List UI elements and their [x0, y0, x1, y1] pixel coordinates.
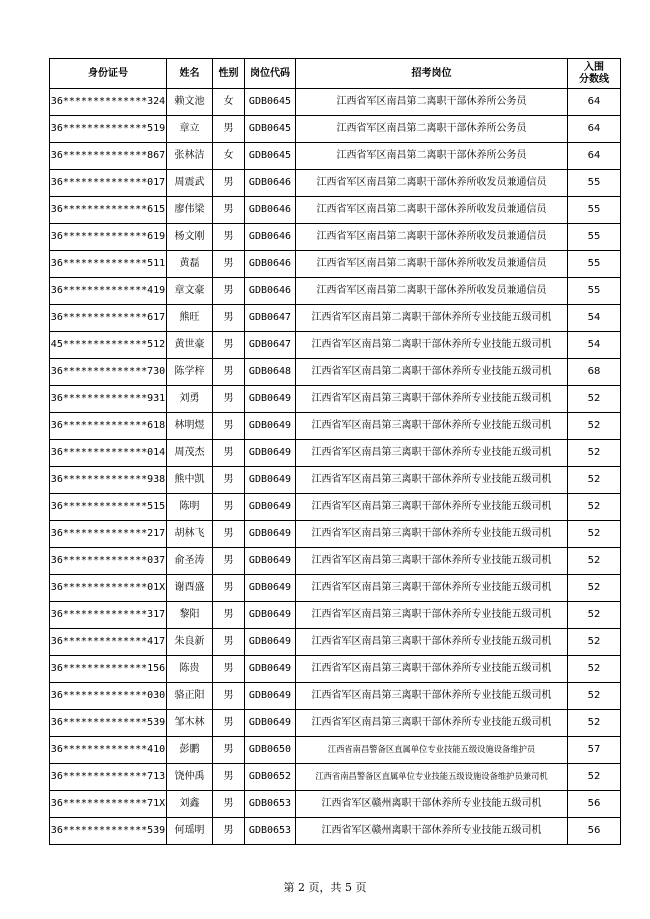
cell-gender: 男 — [213, 386, 245, 413]
cell-id: 36**************619 — [50, 224, 167, 251]
cell-code: GDB0648 — [245, 359, 296, 386]
cell-score: 55 — [568, 251, 621, 278]
cell-name: 邹木林 — [167, 710, 213, 737]
cell-id: 36**************417 — [50, 629, 167, 656]
cell-name: 熊中凯 — [167, 467, 213, 494]
cell-name: 张林洁 — [167, 143, 213, 170]
cell-position: 江西省军区南昌第三离职干部休养所专业技能五级司机 — [296, 575, 568, 602]
table-body — [50, 89, 621, 845]
cell-id: 36**************317 — [50, 602, 167, 629]
cell-gender: 男 — [213, 467, 245, 494]
header-code: 岗位代码 — [245, 59, 296, 89]
cell-name: 朱良新 — [167, 629, 213, 656]
cell-id: 36**************014 — [50, 440, 167, 467]
cell-name: 黎阳 — [167, 602, 213, 629]
cell-score: 64 — [568, 143, 621, 170]
cell-name: 林明煜 — [167, 413, 213, 440]
cell-gender: 男 — [213, 656, 245, 683]
cell-code: GDB0646 — [245, 224, 296, 251]
cell-gender: 男 — [213, 305, 245, 332]
cell-score: 52 — [568, 440, 621, 467]
cell-position: 江西省军区南昌第二离职干部休养所专业技能五级司机 — [296, 332, 568, 359]
cell-gender: 男 — [213, 116, 245, 143]
cell-id: 36**************713 — [50, 764, 167, 791]
cell-name: 饶仲禹 — [167, 764, 213, 791]
cell-position: 江西省军区南昌第三离职干部休养所专业技能五级司机 — [296, 548, 568, 575]
cell-score: 55 — [568, 197, 621, 224]
table-row — [50, 521, 621, 548]
header-score-line1: 入围 — [584, 62, 604, 73]
table-header — [50, 59, 621, 89]
cell-gender: 男 — [213, 170, 245, 197]
cell-gender: 男 — [213, 602, 245, 629]
cell-position: 江西省军区南昌第二离职干部休养所专业技能五级司机 — [296, 305, 568, 332]
table-row — [50, 332, 621, 359]
cell-position: 江西省军区南昌第二离职干部休养所收发员兼通信员 — [296, 170, 568, 197]
cell-score: 55 — [568, 278, 621, 305]
cell-gender: 男 — [213, 818, 245, 845]
cell-gender: 男 — [213, 359, 245, 386]
cell-gender: 男 — [213, 629, 245, 656]
cell-name: 章文豪 — [167, 278, 213, 305]
cell-code: GDB0649 — [245, 494, 296, 521]
cell-id: 36**************938 — [50, 467, 167, 494]
cell-score: 52 — [568, 764, 621, 791]
cell-gender: 男 — [213, 683, 245, 710]
header-name: 姓名 — [167, 59, 213, 89]
cell-score: 52 — [568, 710, 621, 737]
table-row — [50, 467, 621, 494]
cell-code: GDB0649 — [245, 467, 296, 494]
cell-name: 何瑶明 — [167, 818, 213, 845]
table-row — [50, 683, 621, 710]
header-gender: 性别 — [213, 59, 245, 89]
cell-score: 55 — [568, 170, 621, 197]
cell-id: 36**************324 — [50, 89, 167, 116]
cell-gender: 男 — [213, 251, 245, 278]
cell-id: 36**************01X — [50, 575, 167, 602]
header-score — [568, 59, 621, 89]
cell-gender: 男 — [213, 278, 245, 305]
header-id: 身份证号 — [50, 59, 167, 89]
cell-name: 陈明 — [167, 494, 213, 521]
cell-score: 56 — [568, 791, 621, 818]
cell-name: 黄磊 — [167, 251, 213, 278]
cell-code: GDB0649 — [245, 683, 296, 710]
cell-code: GDB0649 — [245, 575, 296, 602]
cell-name: 廖伟梁 — [167, 197, 213, 224]
cell-score: 52 — [568, 521, 621, 548]
table-row — [50, 359, 621, 386]
cell-position: 江西省军区南昌第三离职干部休养所专业技能五级司机 — [296, 494, 568, 521]
cell-name: 黄世豪 — [167, 332, 213, 359]
table-row — [50, 305, 621, 332]
cell-id: 36**************931 — [50, 386, 167, 413]
cell-position: 江西省军区南昌第二离职干部休养所收发员兼通信员 — [296, 224, 568, 251]
cell-gender: 男 — [213, 332, 245, 359]
cell-gender: 男 — [213, 413, 245, 440]
cell-id: 36**************017 — [50, 170, 167, 197]
cell-gender: 男 — [213, 548, 245, 575]
cell-code: GDB0646 — [245, 278, 296, 305]
cell-position: 江西省军区南昌第三离职干部休养所专业技能五级司机 — [296, 656, 568, 683]
cell-score: 54 — [568, 305, 621, 332]
cell-code: GDB0649 — [245, 629, 296, 656]
cell-score: 64 — [568, 116, 621, 143]
cell-id: 36**************617 — [50, 305, 167, 332]
cell-id: 36**************515 — [50, 494, 167, 521]
cell-gender: 男 — [213, 440, 245, 467]
cell-name: 骆正阳 — [167, 683, 213, 710]
cell-position: 江西省军区南昌第三离职干部休养所专业技能五级司机 — [296, 467, 568, 494]
table-row — [50, 791, 621, 818]
cell-position: 江西省军区赣州离职干部休养所专业技能五级司机 — [296, 791, 568, 818]
cell-id: 36**************519 — [50, 116, 167, 143]
table-row — [50, 629, 621, 656]
table-row — [50, 575, 621, 602]
cell-score: 52 — [568, 656, 621, 683]
cell-gender: 男 — [213, 197, 245, 224]
cell-code: GDB0649 — [245, 521, 296, 548]
cell-score: 52 — [568, 548, 621, 575]
cell-position: 江西省军区南昌第二离职干部休养所公务员 — [296, 143, 568, 170]
cell-id: 36**************030 — [50, 683, 167, 710]
cell-score: 52 — [568, 683, 621, 710]
header-position: 招考岗位 — [296, 59, 568, 89]
cell-position: 江西省军区南昌第三离职干部休养所专业技能五级司机 — [296, 683, 568, 710]
table-row — [50, 116, 621, 143]
cell-score: 54 — [568, 332, 621, 359]
table-row — [50, 170, 621, 197]
cell-position: 江西省军区南昌第三离职干部休养所专业技能五级司机 — [296, 521, 568, 548]
cell-position: 江西省军区南昌第三离职干部休养所专业技能五级司机 — [296, 710, 568, 737]
table-row — [50, 710, 621, 737]
table-row — [50, 656, 621, 683]
cell-position: 江西省军区南昌第二离职干部休养所收发员兼通信员 — [296, 251, 568, 278]
cell-name: 杨文刚 — [167, 224, 213, 251]
cell-score: 52 — [568, 413, 621, 440]
cell-gender: 女 — [213, 89, 245, 116]
cell-name: 陈贵 — [167, 656, 213, 683]
cell-position: 江西省军区南昌第二离职干部休养所公务员 — [296, 116, 568, 143]
table-row — [50, 143, 621, 170]
cell-position: 江西省军区南昌第三离职干部休养所专业技能五级司机 — [296, 386, 568, 413]
cell-id: 36**************539 — [50, 818, 167, 845]
cell-position: 江西省军区南昌第二离职干部休养所专业技能五级司机 — [296, 359, 568, 386]
table-row — [50, 818, 621, 845]
cell-code: GDB0647 — [245, 305, 296, 332]
cell-name: 陈学梓 — [167, 359, 213, 386]
cell-id: 36**************511 — [50, 251, 167, 278]
cell-code: GDB0652 — [245, 764, 296, 791]
cell-id: 36**************217 — [50, 521, 167, 548]
cell-position: 江西省军区南昌第三离职干部休养所专业技能五级司机 — [296, 602, 568, 629]
cell-position: 江西省军区南昌第三离职干部休养所专业技能五级司机 — [296, 629, 568, 656]
cell-name: 熊旺 — [167, 305, 213, 332]
cell-code: GDB0646 — [245, 197, 296, 224]
cell-name: 刘鑫 — [167, 791, 213, 818]
cell-name: 周茂杰 — [167, 440, 213, 467]
cell-id: 36**************615 — [50, 197, 167, 224]
cell-score: 64 — [568, 89, 621, 116]
cell-gender: 女 — [213, 143, 245, 170]
cell-id: 36**************71X — [50, 791, 167, 818]
cell-code: GDB0653 — [245, 791, 296, 818]
cell-score: 52 — [568, 494, 621, 521]
table-row — [50, 251, 621, 278]
table-row — [50, 89, 621, 116]
cell-code: GDB0646 — [245, 170, 296, 197]
cell-name: 周震武 — [167, 170, 213, 197]
cell-code: GDB0649 — [245, 440, 296, 467]
cell-name: 胡林飞 — [167, 521, 213, 548]
table-row — [50, 548, 621, 575]
cell-id: 36**************037 — [50, 548, 167, 575]
cell-position: 江西省南昌警备区直属单位专业技能五级设施设备维护员兼司机 — [296, 764, 568, 791]
cell-id: 36**************618 — [50, 413, 167, 440]
page-number: 第 2 页，共 5 页 — [283, 881, 367, 894]
cell-id: 36**************419 — [50, 278, 167, 305]
cell-id: 36**************410 — [50, 737, 167, 764]
candidate-table — [49, 58, 621, 845]
cell-gender: 男 — [213, 224, 245, 251]
cell-id: 36**************730 — [50, 359, 167, 386]
table-row — [50, 440, 621, 467]
cell-gender: 男 — [213, 764, 245, 791]
cell-name: 谢酉盛 — [167, 575, 213, 602]
table-row — [50, 224, 621, 251]
cell-code: GDB0649 — [245, 386, 296, 413]
cell-code: GDB0645 — [245, 116, 296, 143]
cell-name: 赖文池 — [167, 89, 213, 116]
cell-code: GDB0649 — [245, 656, 296, 683]
table-row — [50, 197, 621, 224]
cell-code: GDB0645 — [245, 89, 296, 116]
cell-code: GDB0646 — [245, 251, 296, 278]
cell-code: GDB0649 — [245, 710, 296, 737]
table-row — [50, 602, 621, 629]
cell-gender: 男 — [213, 494, 245, 521]
table-row — [50, 386, 621, 413]
cell-score: 52 — [568, 602, 621, 629]
cell-position: 江西省军区南昌第二离职干部休养所收发员兼通信员 — [296, 197, 568, 224]
table-row — [50, 494, 621, 521]
cell-score: 52 — [568, 386, 621, 413]
cell-gender: 男 — [213, 737, 245, 764]
cell-code: GDB0647 — [245, 332, 296, 359]
cell-score: 52 — [568, 629, 621, 656]
cell-position: 江西省军区南昌第二离职干部休养所公务员 — [296, 89, 568, 116]
table-row — [50, 278, 621, 305]
cell-code: GDB0649 — [245, 413, 296, 440]
table-row — [50, 413, 621, 440]
cell-gender: 男 — [213, 521, 245, 548]
cell-gender: 男 — [213, 791, 245, 818]
cell-score: 57 — [568, 737, 621, 764]
cell-code: GDB0653 — [245, 818, 296, 845]
cell-position: 江西省军区南昌第三离职干部休养所专业技能五级司机 — [296, 440, 568, 467]
cell-position: 江西省军区南昌第三离职干部休养所专业技能五级司机 — [296, 413, 568, 440]
table-row — [50, 764, 621, 791]
cell-id: 36**************867 — [50, 143, 167, 170]
cell-name: 彭鹏 — [167, 737, 213, 764]
header-row — [50, 59, 621, 89]
cell-code: GDB0645 — [245, 143, 296, 170]
cell-id: 36**************539 — [50, 710, 167, 737]
cell-position: 江西省南昌警备区直属单位专业技能五级设施设备维护员 — [296, 737, 568, 764]
cell-score: 68 — [568, 359, 621, 386]
header-score-line2: 分数线 — [579, 73, 609, 85]
cell-score: 56 — [568, 818, 621, 845]
cell-name: 俞圣涛 — [167, 548, 213, 575]
cell-id: 45**************512 — [50, 332, 167, 359]
cell-gender: 男 — [213, 575, 245, 602]
cell-position: 江西省军区南昌第二离职干部休养所收发员兼通信员 — [296, 278, 568, 305]
cell-position: 江西省军区赣州离职干部休养所专业技能五级司机 — [296, 818, 568, 845]
table-row — [50, 737, 621, 764]
cell-score: 55 — [568, 224, 621, 251]
cell-code: GDB0649 — [245, 602, 296, 629]
cell-score: 52 — [568, 467, 621, 494]
cell-gender: 男 — [213, 710, 245, 737]
cell-code: GDB0649 — [245, 548, 296, 575]
cell-code: GDB0650 — [245, 737, 296, 764]
cell-name: 刘勇 — [167, 386, 213, 413]
cell-score: 52 — [568, 575, 621, 602]
cell-name: 章立 — [167, 116, 213, 143]
cell-id: 36**************156 — [50, 656, 167, 683]
